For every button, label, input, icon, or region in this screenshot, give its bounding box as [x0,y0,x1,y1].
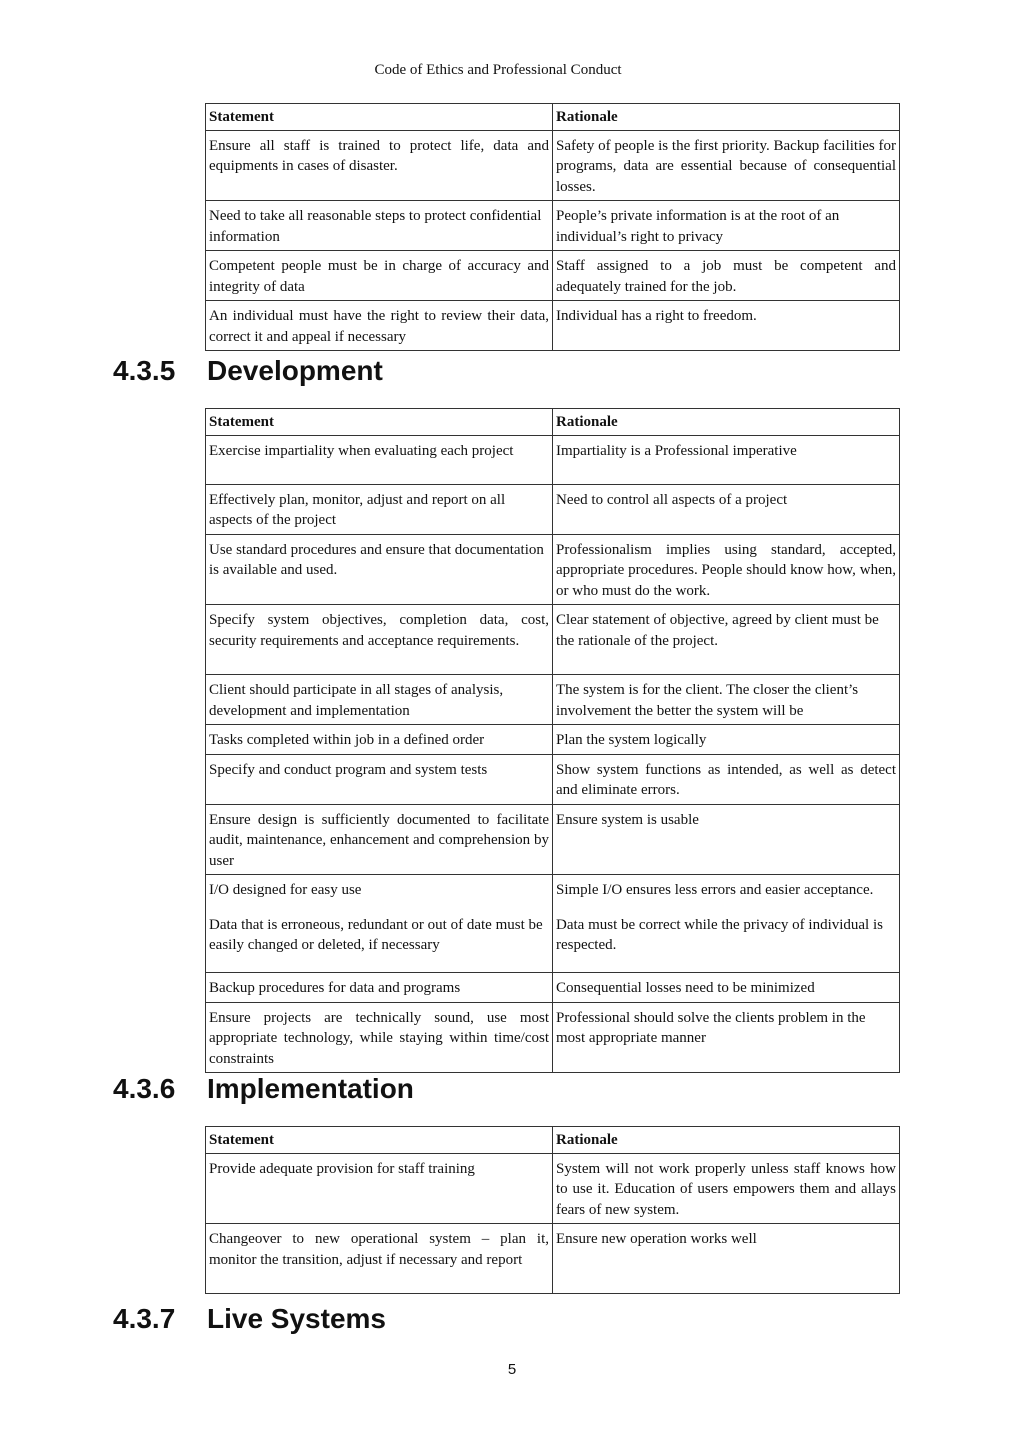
section-number: 4.3.6 [113,1073,176,1104]
section-heading-implementation [113,1073,414,1105]
statement-cell: Effectively plan, monitor, adjust and report on all aspects of the project [206,484,553,534]
running-head: Code of Ethics and Professional Conduct [374,62,622,78]
table-row [206,804,900,875]
statement-cell: An individual must have the right to review their data, correct it and appeal if necessary [206,301,553,351]
rationale-cell: Individual has a right to freedom. [553,301,900,351]
table-row [206,1224,900,1294]
rationale-header: Rationale [553,104,900,131]
table-row [206,201,900,251]
rationale-cell [553,875,900,973]
rationale-cell: Impartiality is a Professional imperative [553,435,900,484]
rationale-cell: Consequential losses need to be minimized [553,973,900,1003]
top-table [205,103,900,351]
statement-cell [206,875,553,973]
table-row [206,435,900,484]
rationale-cell: Plan the system logically [553,725,900,755]
statement-text: I/O designed for easy use [209,882,362,898]
table-row [206,605,900,675]
rationale-cell: Safety of people is the first priority. Backup facilities for programs, data are essential because of consequential losses. [553,130,900,201]
statement-cell: Use standard procedures and ensure that documentation is available and used. [206,534,553,605]
table-row [206,484,900,534]
statement-cell: Provide adequate provision for staff training [206,1153,553,1224]
section-number: 4.3.7 [113,1303,176,1334]
rationale-cell: Ensure system is usable [553,804,900,875]
statement-cell: Ensure design is sufficiently documented to facilitate audit, maintenance, enhancement and comprehension by user [206,804,553,875]
statement-header: Statement [206,104,553,131]
section-heading-live-systems [113,1303,386,1335]
table-header-row [206,104,900,131]
development-table [205,408,900,1073]
rationale-text: Data must be correct while the privacy of individual is respected. [556,916,883,953]
table-row [206,754,900,804]
rationale-header: Rationale [553,409,900,436]
statement-cell: Exercise impartiality when evaluating each project [206,435,553,484]
statement-cell: Need to take all reasonable steps to protect confidential information [206,201,553,251]
rationale-cell: Need to control all aspects of a project [553,484,900,534]
table-row [206,1153,900,1224]
statement-cell: Changeover to new operational system – plan it, monitor the transition, adjust if necessary and report [206,1224,553,1294]
rationale-cell: Ensure new operation works well [553,1224,900,1294]
statement-text: Data that is erroneous, redundant or out of date must be easily changed or deleted, if necessary [209,916,543,953]
rationale-cell: People’s private information is at the root of an individual’s right to privacy [553,201,900,251]
statement-cell: Competent people must be in charge of accuracy and integrity of data [206,251,553,301]
table-row [206,301,900,351]
section-title: Live Systems [207,1303,386,1334]
rationale-cell: System will not work properly unless staff knows how to use it. Education of users empowers them and allays fears of new system. [553,1153,900,1224]
rationale-cell: Professional should solve the clients problem in the most appropriate manner [553,1002,900,1073]
statement-cell: Tasks completed within job in a defined order [206,725,553,755]
rationale-cell: Show system functions as intended, as well as detect and eliminate errors. [553,754,900,804]
table-header-row [206,1127,900,1154]
statement-header: Statement [206,1127,553,1154]
rationale-text: Simple I/O ensures less errors and easier acceptance. [556,882,874,898]
table-row [206,251,900,301]
rationale-cell: The system is for the client. The closer the client’s involvement the better the system will be [553,675,900,725]
implementation-table [205,1126,900,1294]
statement-cell: Client should participate in all stages of analysis, development and implementation [206,675,553,725]
table-row [206,130,900,201]
rationale-cell: Clear statement of objective, agreed by client must be the rationale of the project. [553,605,900,675]
section-title: Development [207,355,383,386]
statement-header: Statement [206,409,553,436]
rationale-header: Rationale [553,1127,900,1154]
table-header-row [206,409,900,436]
section-number: 4.3.5 [113,355,176,386]
table-row [206,875,900,973]
statement-cell: Backup procedures for data and programs [206,973,553,1003]
section-heading-development [113,355,383,387]
page-number: 5 [507,1361,517,1378]
table-row [206,725,900,755]
statement-cell: Ensure all staff is trained to protect life, data and equipments in cases of disaster. [206,130,553,201]
statement-cell: Specify and conduct program and system tests [206,754,553,804]
rationale-cell: Professionalism implies using standard, accepted, appropriate procedures. People should know how, when, or who must do the work. [553,534,900,605]
table-row [206,973,900,1003]
table-row [206,1002,900,1073]
statement-cell: Specify system objectives, completion data, cost, security requirements and acceptance requirements. [206,605,553,675]
statement-cell: Ensure projects are technically sound, use most appropriate technology, while staying within time/cost constraints [206,1002,553,1073]
table-row [206,534,900,605]
table-row [206,675,900,725]
rationale-cell: Staff assigned to a job must be competent and adequately trained for the job. [553,251,900,301]
section-title: Implementation [207,1073,414,1104]
